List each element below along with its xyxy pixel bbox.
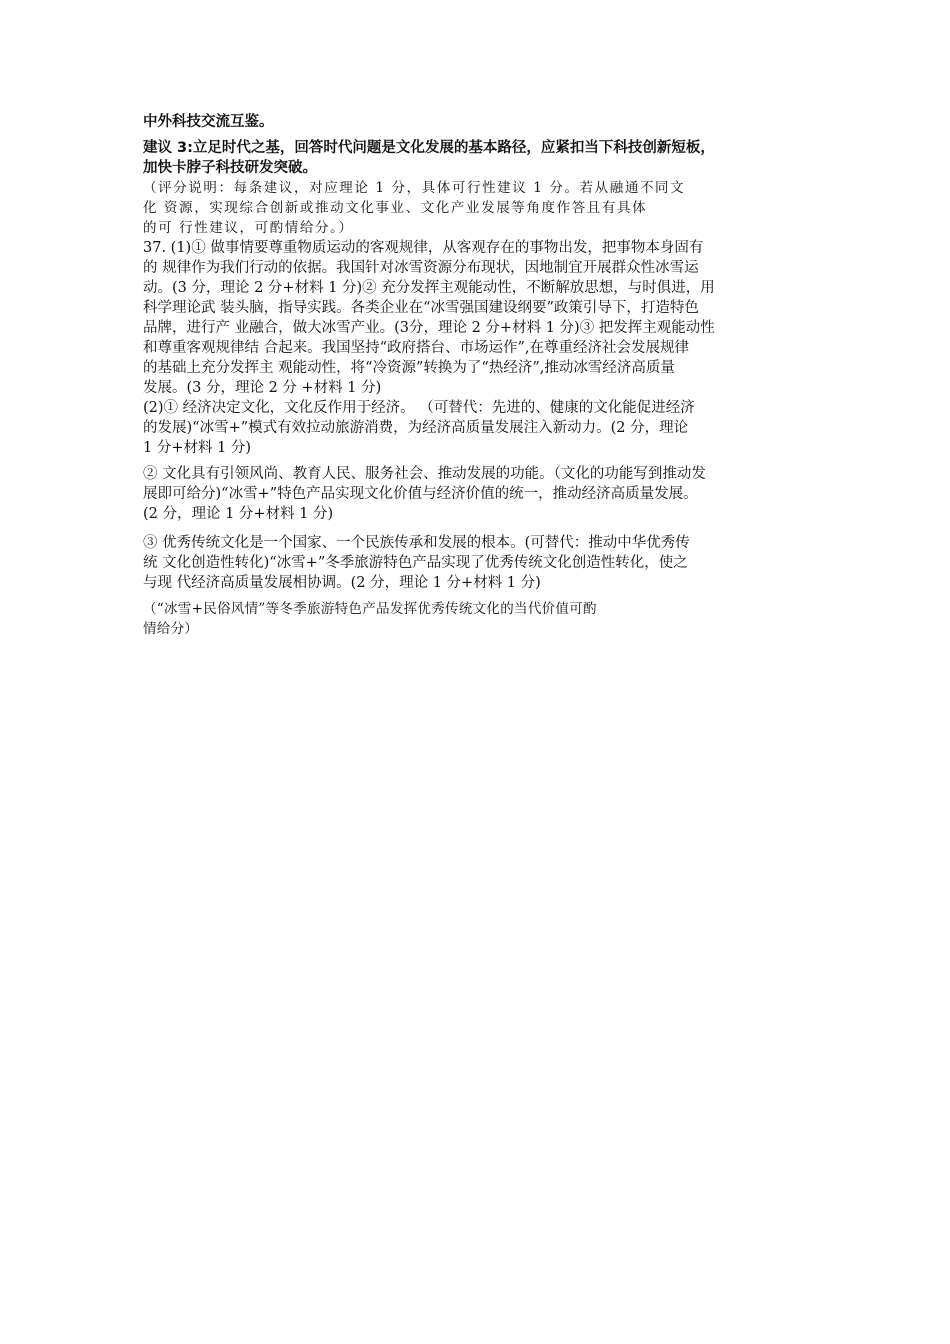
scoring-note-line: 的可 行性建议，可酌情给分。） — [143, 220, 354, 236]
answer-line: 的发展)“冰雪+”模式有效拉动旅游消费，为经济高质量发展注入新动力。(2 分，理论 — [143, 420, 689, 436]
intro-line: 中外科技交流互鉴。 — [143, 114, 274, 130]
answer-line: ③ 优秀传统文化是一个国家、一个民族传承和发展的根本。(可替代：推动中华优秀传 — [143, 535, 690, 551]
answer-line: 1 分+材料 1 分) — [143, 440, 252, 456]
scoring-note — [143, 178, 811, 238]
document-page — [143, 112, 811, 639]
answer-line: 科学理论武 装头脑，指导实践。各类企业在“冰雪强国建设纲要”政策引导下，打造特色 — [143, 300, 699, 316]
suggestion-3 — [143, 138, 811, 178]
suggestion-3-line: 建议 3:立足时代之基，回答时代问题是文化发展的基本路径，应紧扣当下科技创新短板， — [143, 140, 715, 156]
answer-line: 与现 代经济高质量发展相协调。(2 分，理论 1 分+材料 1 分) — [143, 575, 541, 591]
answer-line: 发展。(3 分，理论 2 分 +材料 1 分) — [143, 380, 382, 396]
final-note-line: （“冰雪+民俗风情”等冬季旅游特色产品发挥优秀传统文化的当代价值可酌 — [143, 601, 597, 617]
answer-line: 和尊重客观规律结 合起来。我国坚持“政府搭台、市场运作”,在尊重经济社会发展规律 — [143, 340, 690, 356]
answer-line: 品牌，进行产 业融合，做大冰雪产业。(3分，理论 2 分+材料 1 分)③ 把发挥主观能动性 — [143, 320, 715, 336]
scoring-note-line: 化 资源，实现综合创新或推动文化事业、文化产业发展等角度作答且有具体 — [143, 200, 648, 216]
final-note-line: 情给分） — [143, 621, 199, 637]
answer-line: 的基础上充分发挥主 观能动性，将“冷资源”转换为了“热经济”,推动冰雪经济高质量 — [143, 360, 675, 376]
question-37-part-2-point-1 — [143, 398, 811, 458]
answer-line: 动。(3 分，理论 2 分+材料 1 分)② 充分发挥主观能动性，不断解放思想，与时俱进，用 — [143, 280, 715, 296]
suggestion-3-line: 加快卡脖子科技研发突破。 — [143, 160, 317, 176]
final-scoring-note — [143, 599, 811, 639]
answer-line: 统 文化创造性转化)“冰雪+”冬季旅游特色产品实现了优秀传统文化创造性转化，使之 — [143, 555, 688, 571]
answer-line: (2)① 经济决定文化，文化反作用于经济。 （可替代：先进的、健康的文化能促进经济 — [143, 400, 695, 416]
question-37-part-2-point-3 — [143, 533, 811, 593]
answer-line: (2 分，理论 1 分+材料 1 分) — [143, 506, 334, 522]
answer-line: 37. (1)① 做事情要尊重物质运动的客观规律，从客观存在的事物出发，把事物本身固有 — [143, 240, 704, 256]
answer-line: ② 文化具有引领风尚、教育人民、服务社会、推动发展的功能。（文化的功能写到推动发 — [143, 466, 706, 482]
answer-line: 的 规律作为我们行动的依据。我国针对冰雪资源分布现状，因地制宜开展群众性冰雪运 — [143, 260, 699, 276]
question-37-part-2-point-2 — [143, 464, 811, 524]
answer-line: 展即可给分)“冰雪+”特色产品实现文化价值与经济价值的统一，推动经济高质量发展。 — [143, 486, 698, 502]
question-37-part-1 — [143, 238, 811, 398]
scoring-note-line: （评分说明：每条建议，对应理论 1 分，具体可行性建议 1 分。若从融通不同文 — [143, 180, 686, 196]
